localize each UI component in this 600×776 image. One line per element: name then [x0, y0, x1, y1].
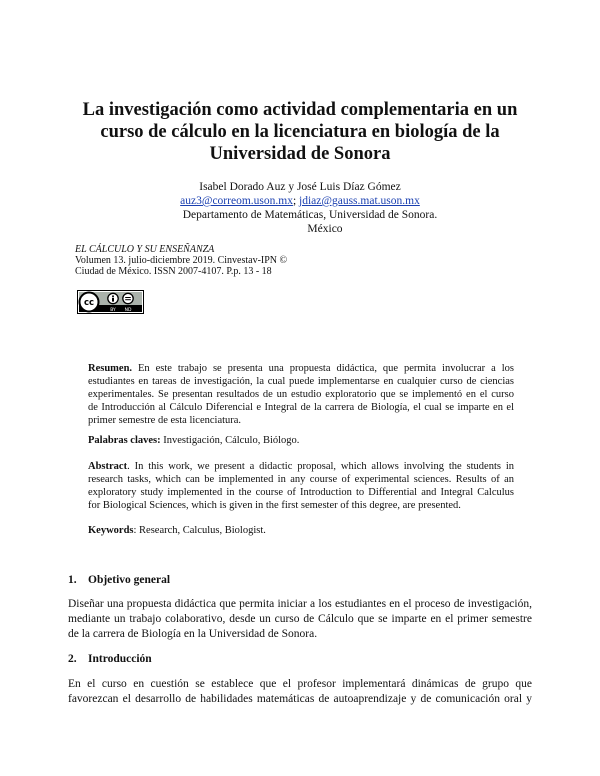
title-line: La investigación como actividad complementaria en un — [82, 100, 518, 120]
body-line: de la carrera de Biología en la Universidad de Sonora. — [68, 628, 318, 640]
email-link-jdiaz[interactable]: jdiaz@gauss.mat.uson.mx — [299, 195, 420, 207]
palabras-text: Investigación, Cálculo, Biólogo. — [160, 435, 300, 446]
section-heading-introduccion — [68, 652, 152, 666]
body-line: En el curso en cuestión se establece que el profesor implementará dinámicas de grupo que — [68, 678, 532, 690]
affiliation: Departamento de Matemáticas, Universidad de Sonora. — [182, 209, 438, 221]
section-number: 1. — [68, 574, 77, 586]
email-separator: ; — [292, 195, 300, 207]
section-title: Objetivo general — [88, 574, 171, 586]
cc-logo-text: cc — [83, 298, 95, 309]
body-line: favorezcan el desarrollo de habilidades matemáticas de autoaprendizaje y de comunicación oral y — [68, 693, 532, 705]
journal-name: EL CÁLCULO Y SU ENSEÑANZA — [75, 244, 215, 255]
journal-volume: Volumen 13. julio-diciembre 2019. Cinvestav-IPN © — [75, 255, 288, 266]
abstract-line: exploratory study implemented in the course of Introduction to Differential and Integral Calculus — [88, 487, 514, 498]
keywords — [88, 524, 514, 537]
title-line: curso de cálculo en la licenciatura en biología de la — [100, 122, 500, 142]
section-heading-objetivo — [68, 573, 170, 587]
journal-info — [75, 244, 287, 277]
cc-by-label: BY — [110, 308, 116, 313]
introduccion-paragraph — [68, 677, 532, 707]
abstract-line: research tasks, which can be implemented in any course of experimental sciences. Results of an — [88, 474, 514, 485]
title-line: Universidad de Sonora — [209, 144, 391, 164]
section-title: Introducción — [88, 653, 152, 665]
cc-nd-label: ND — [124, 308, 132, 313]
resumen-line: experimentales. Se presentan resultados de un estudio exploratorio que se implementó en el curso — [88, 389, 514, 400]
body-line: mediante un trabajo colaborativo, desde un curso de Cálculo que se imparte en el primer semestre — [68, 613, 532, 625]
palabras-label: Palabras claves: — [88, 435, 161, 446]
resumen-line: primer semestre de esta licenciatura. — [88, 415, 242, 426]
resumen-paragraph — [88, 362, 514, 427]
author-names: Isabel Dorado Auz y José Luis Díaz Gómez — [199, 181, 401, 193]
keywords-text: : Research, Calculus, Biologist. — [133, 525, 266, 536]
resumen-line: de Introducción al Cálculo Diferencial e Integral de la carrera de Biología, el cual se imparte en el — [88, 402, 514, 413]
palabras-claves — [88, 434, 514, 447]
body-line: Diseñar una propuesta didáctica que permita iniciar a los estudiantes en el proceso de investigación, — [68, 598, 532, 610]
journal-issn: Ciudad de México. ISSN 2007-4107. P.p. 13 - 18 — [75, 266, 272, 277]
abstract-line: for Biological Sciences, which is given in the first semester of this degree, are presented. — [88, 500, 461, 511]
email-link-auz[interactable]: auz3@correom.uson.mx — [180, 195, 293, 207]
author-emails — [0, 194, 600, 208]
objetivo-paragraph — [68, 597, 532, 642]
resumen-line — [88, 362, 514, 375]
abstract-paragraph — [88, 460, 514, 512]
resumen-label: Resumen. — [88, 363, 133, 374]
abstract-text: . In this work, we present a didactic proposal, which allows involving the students in — [127, 461, 514, 472]
section-number: 2. — [68, 653, 77, 665]
creative-commons-badge — [77, 290, 144, 314]
abstract-line — [88, 460, 514, 473]
cc-by-nc-nd-icon — [77, 290, 144, 314]
resumen-line: estudiantes en tareas de investigación, la cual puede implementarse en cualquier curso de ciencias — [88, 376, 514, 387]
affiliation-country: México — [307, 223, 343, 235]
abstract-label: Abstract — [88, 461, 128, 472]
resumen-text: En este trabajo se presenta una propuesta didáctica, que permita involucrar a los — [132, 363, 514, 374]
keywords-label: Keywords — [88, 525, 134, 536]
paper-title — [60, 99, 540, 165]
